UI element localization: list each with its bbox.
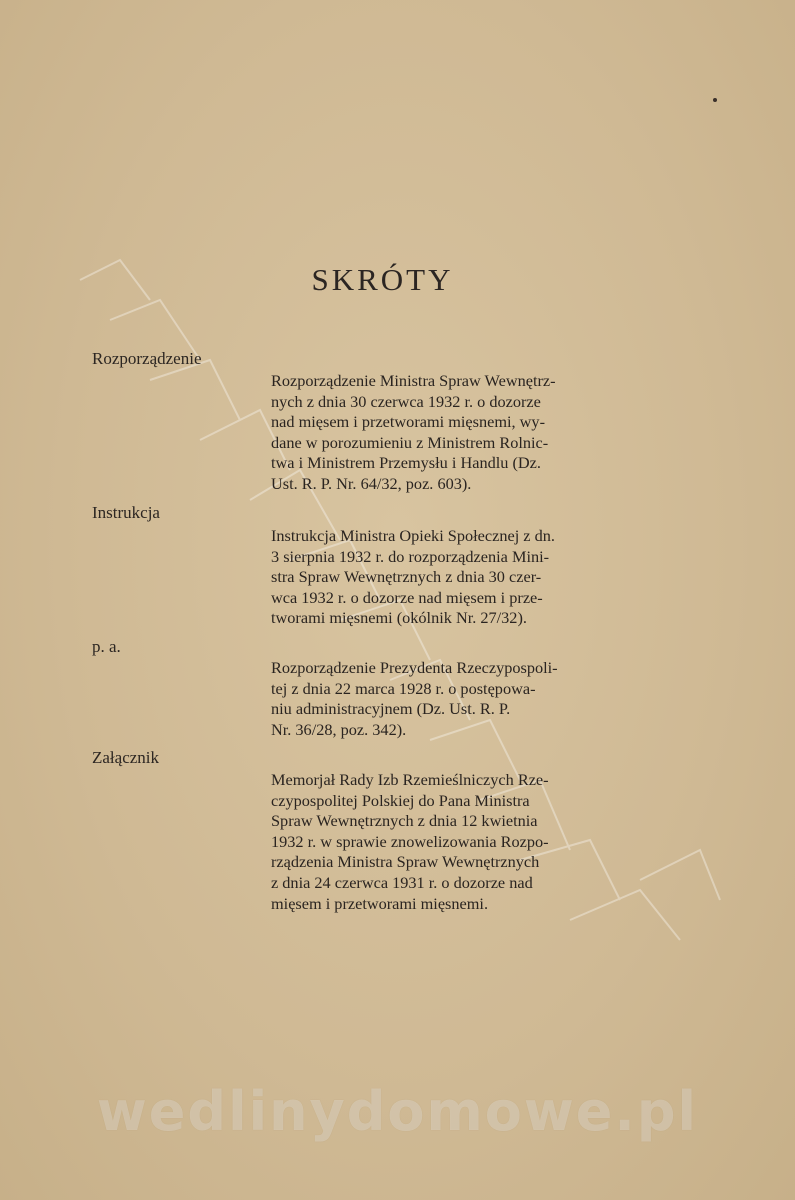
page-title: SKRÓTY (311, 262, 454, 297)
ink-speck (713, 98, 717, 102)
definition-instrukcja (271, 526, 667, 629)
term-rozporzadzenie: Rozporządzenie (92, 349, 202, 368)
definition-line: mięsem i przetworami mięsnemi. (271, 893, 489, 913)
definition-line: 1932 r. w sprawie znowelizowania Rozpo- (271, 831, 549, 851)
definition-line: twa i Ministrem Przemysłu i Handlu (Dz. (271, 453, 541, 473)
definition-line: tworami mięsnemi (okólnik Nr. 27/32). (271, 608, 527, 628)
definition-line: stra Spraw Wewnętrznych z dnia 30 czer- (271, 567, 542, 587)
definition-line: rządzenia Ministra Spraw Wewnętrznych (271, 852, 540, 872)
site-watermark: wedlinydomowe.pl (96, 1080, 699, 1143)
definition-line: Rozporządzenie Prezydenta Rzeczypospoli- (271, 658, 558, 677)
definition-line: Rozporządzenie Ministra Spraw Wewnętrz- (271, 371, 556, 390)
definition-line: czypospolitej Polskiej do Pana Ministra (271, 790, 530, 810)
definition-line: Memorjał Rady Izb Rzemieślniczych Rze- (271, 770, 549, 789)
term-instrukcja: Instrukcja (92, 503, 160, 522)
definition-line: nych z dnia 30 czerwca 1932 r. o dozorze (271, 391, 541, 411)
definition-line: niu administracyjnem (Dz. Ust. R. P. (271, 699, 511, 719)
definition-line: Instrukcja Ministra Opieki Społecznej z dn. (271, 526, 555, 545)
definition-zalacznik (271, 770, 667, 914)
definition-line: dane w porozumieniu z Ministrem Rolnic- (271, 432, 549, 452)
definition-line: z dnia 24 czerwca 1931 r. o dozorze nad (271, 872, 533, 892)
definition-line: tej z dnia 22 marca 1928 r. o postępowa- (271, 678, 536, 698)
term-pa: p. a. (92, 637, 121, 656)
definition-rozporzadzenie (271, 371, 667, 495)
definition-line: 3 sierpnia 1932 r. do rozporządzenia Mini- (271, 546, 550, 566)
definition-line: Nr. 36/28, poz. 342). (271, 719, 407, 739)
definition-pa (271, 658, 667, 740)
definition-line: wca 1932 r. o dozorze nad mięsem i prze- (271, 587, 543, 607)
definition-line: Spraw Wewnętrznych z dnia 12 kwietnia (271, 811, 538, 831)
definition-line: nad mięsem i przetworami mięsnemi, wy- (271, 412, 545, 432)
term-zalacznik: Załącznik (92, 748, 160, 767)
definition-line: Ust. R. P. Nr. 64/32, poz. 603). (271, 473, 472, 493)
